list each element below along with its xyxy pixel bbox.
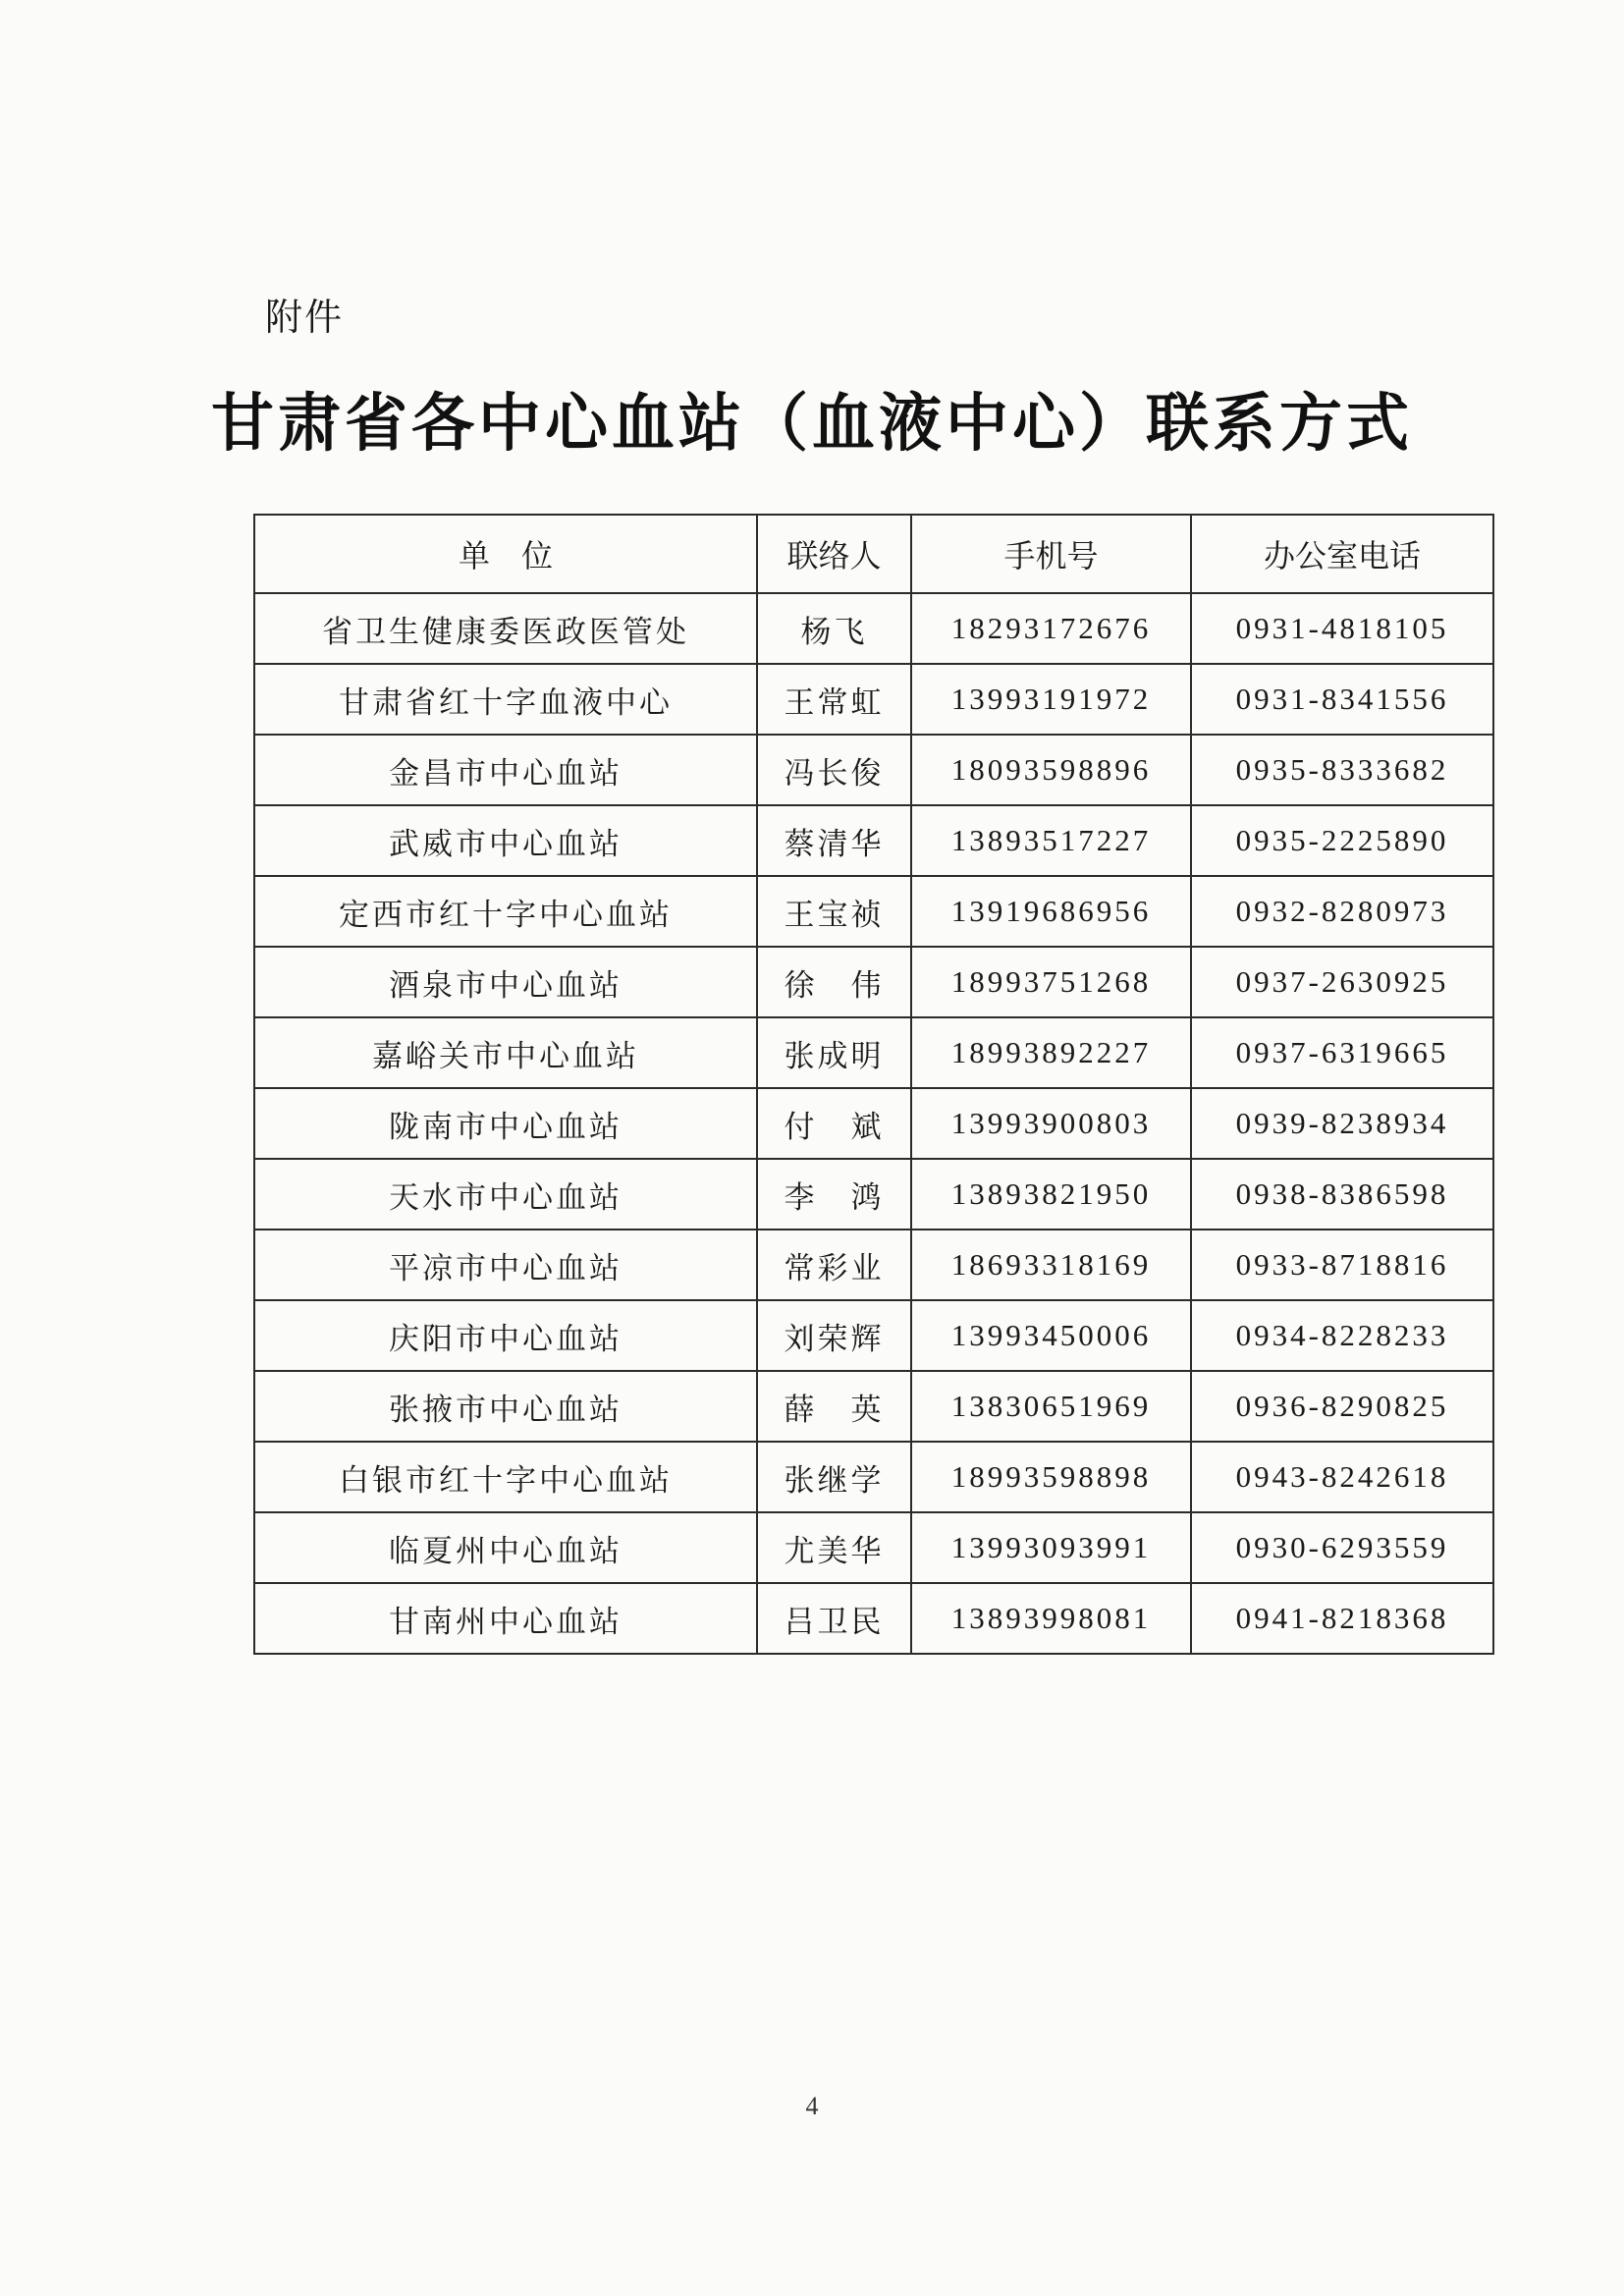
- cell-unit: 武威市中心血站: [254, 805, 757, 876]
- cell-office-phone: 0930-6293559: [1191, 1512, 1493, 1583]
- cell-mobile: 13893517227: [911, 805, 1191, 876]
- cell-unit: 省卫生健康委医政医管处: [254, 593, 757, 664]
- cell-mobile: 13893998081: [911, 1583, 1191, 1654]
- document-title: 甘肃省各中心血站（血液中心）联系方式: [211, 387, 1413, 461]
- table-header-row: [254, 515, 1493, 593]
- cell-unit: 平凉市中心血站: [254, 1230, 757, 1300]
- cell-contact-person: 徐 伟: [757, 947, 911, 1017]
- header-unit: 单 位: [254, 515, 757, 593]
- cell-contact-person: 王宝祯: [757, 876, 911, 947]
- cell-mobile: 18093598896: [911, 735, 1191, 805]
- cell-mobile: 18993751268: [911, 947, 1191, 1017]
- cell-office-phone: 0939-8238934: [1191, 1088, 1493, 1159]
- cell-unit: 白银市红十字中心血站: [254, 1442, 757, 1512]
- cell-mobile: 13993900803: [911, 1088, 1191, 1159]
- table-row: [254, 593, 1493, 664]
- table-row: [254, 664, 1493, 735]
- cell-mobile: 13893821950: [911, 1159, 1191, 1230]
- cell-unit: 临夏州中心血站: [254, 1512, 757, 1583]
- cell-office-phone: 0937-2630925: [1191, 947, 1493, 1017]
- table-row: [254, 876, 1493, 947]
- cell-mobile: 18693318169: [911, 1230, 1191, 1300]
- cell-unit: 张掖市中心血站: [254, 1371, 757, 1442]
- page-number: 4: [805, 2092, 819, 2120]
- cell-contact-person: 常彩业: [757, 1230, 911, 1300]
- cell-unit: 定西市红十字中心血站: [254, 876, 757, 947]
- cell-mobile: 13830651969: [911, 1371, 1191, 1442]
- cell-unit: 天水市中心血站: [254, 1159, 757, 1230]
- cell-office-phone: 0935-2225890: [1191, 805, 1493, 876]
- table-row: [254, 1512, 1493, 1583]
- cell-contact-person: 蔡清华: [757, 805, 911, 876]
- cell-contact-person: 张继学: [757, 1442, 911, 1512]
- cell-unit: 庆阳市中心血站: [254, 1300, 757, 1371]
- cell-office-phone: 0941-8218368: [1191, 1583, 1493, 1654]
- table-row: [254, 1230, 1493, 1300]
- header-office-phone: 办公室电话: [1191, 515, 1493, 593]
- cell-office-phone: 0931-8341556: [1191, 664, 1493, 735]
- cell-unit: 陇南市中心血站: [254, 1088, 757, 1159]
- cell-office-phone: 0935-8333682: [1191, 735, 1493, 805]
- cell-mobile: 13993450006: [911, 1300, 1191, 1371]
- cell-contact-person: 付 斌: [757, 1088, 911, 1159]
- table-row: [254, 1300, 1493, 1371]
- cell-unit: 嘉峪关市中心血站: [254, 1017, 757, 1088]
- table-row: [254, 1088, 1493, 1159]
- table-row: [254, 1583, 1493, 1654]
- table-row: [254, 1017, 1493, 1088]
- cell-office-phone: 0933-8718816: [1191, 1230, 1493, 1300]
- annex-label: 附件: [265, 296, 345, 339]
- table-row: [254, 947, 1493, 1017]
- cell-contact-person: 吕卫民: [757, 1583, 911, 1654]
- cell-contact-person: 薛 英: [757, 1371, 911, 1442]
- cell-mobile: 13919686956: [911, 876, 1191, 947]
- cell-unit: 甘肃省红十字血液中心: [254, 664, 757, 735]
- header-contact-person: 联络人: [757, 515, 911, 593]
- cell-contact-person: 尤美华: [757, 1512, 911, 1583]
- cell-contact-person: 李 鸿: [757, 1159, 911, 1230]
- cell-mobile: 18993598898: [911, 1442, 1191, 1512]
- contacts-table: [253, 514, 1494, 1655]
- cell-office-phone: 0931-4818105: [1191, 593, 1493, 664]
- cell-office-phone: 0938-8386598: [1191, 1159, 1493, 1230]
- cell-office-phone: 0932-8280973: [1191, 876, 1493, 947]
- cell-contact-person: 王常虹: [757, 664, 911, 735]
- cell-contact-person: 杨飞: [757, 593, 911, 664]
- cell-contact-person: 刘荣辉: [757, 1300, 911, 1371]
- table-row: [254, 1442, 1493, 1512]
- cell-office-phone: 0934-8228233: [1191, 1300, 1493, 1371]
- cell-mobile: 18993892227: [911, 1017, 1191, 1088]
- cell-unit: 酒泉市中心血站: [254, 947, 757, 1017]
- cell-contact-person: 冯长俊: [757, 735, 911, 805]
- cell-office-phone: 0943-8242618: [1191, 1442, 1493, 1512]
- cell-mobile: 18293172676: [911, 593, 1191, 664]
- cell-unit: 甘南州中心血站: [254, 1583, 757, 1654]
- cell-mobile: 13993191972: [911, 664, 1191, 735]
- table-row: [254, 735, 1493, 805]
- cell-mobile: 13993093991: [911, 1512, 1191, 1583]
- table-row: [254, 805, 1493, 876]
- table-row: [254, 1371, 1493, 1442]
- cell-office-phone: 0936-8290825: [1191, 1371, 1493, 1442]
- cell-unit: 金昌市中心血站: [254, 735, 757, 805]
- cell-contact-person: 张成明: [757, 1017, 911, 1088]
- cell-office-phone: 0937-6319665: [1191, 1017, 1493, 1088]
- header-mobile: 手机号: [911, 515, 1191, 593]
- table-row: [254, 1159, 1493, 1230]
